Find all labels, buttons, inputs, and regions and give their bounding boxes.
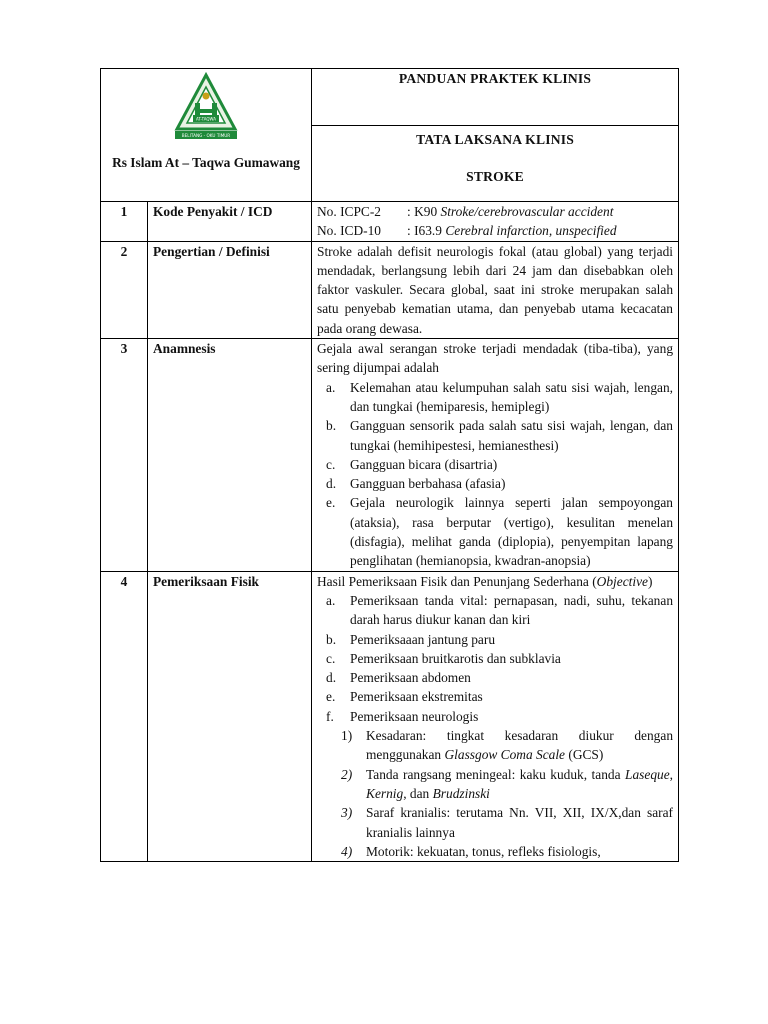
svg-text:BELITANG - OKU TIMUR: BELITANG - OKU TIMUR: [181, 133, 231, 138]
document-subtitle-cell: [312, 126, 679, 202]
list-item: e. Pemeriksaan ekstremitas: [326, 689, 483, 705]
svg-text:AT-TAQWA: AT-TAQWA: [196, 116, 216, 122]
list-item: a. Kelemahan atau kelumpuhan salah satu sisi wajah, lengan, dan tungkai (hemiparesis, hemiplegi): [326, 379, 674, 414]
row-label: Pemeriksaan Fisik: [148, 571, 312, 861]
row-number: 3: [101, 339, 148, 572]
table-row: [101, 241, 679, 338]
list-item: e. Gejala neurologik lainnya seperti jalan sempoyongan (ataksia), rasa berputar (vertigo), kesulitan menelan (disfagia), melihat ganda (diplopia), penyempitan lapang penglihatan (hemianopsia, kwadran-anopsia): [326, 495, 674, 569]
row-label: Anamnesis: [148, 339, 312, 572]
list-item: c. Pemeriksaan bruitkarotis dan subklavia: [326, 650, 561, 666]
table-row: [101, 202, 679, 242]
neuro-exam-list: [317, 726, 673, 861]
list-item: d. Pemeriksaan abdomen: [326, 670, 471, 686]
list-item: 2) Tanda rangsang meningeal: kaku kuduk, tanda Laseque, Kernig, dan Brudzinski: [341, 766, 674, 801]
hospital-logo-icon: [167, 69, 245, 147]
row-number: 2: [101, 241, 148, 338]
anamnesis-cell: [312, 339, 679, 572]
list-item: b. Pemeriksaaan jantung paru: [326, 631, 496, 647]
clinical-practice-table: [100, 68, 679, 862]
anamnesis-intro: Gejala awal serangan stroke terjadi mendadak (tiba-tiba), yang sering dijumpai adalah: [317, 341, 674, 376]
physical-exam-intro: Hasil Pemeriksaan Fisik dan Penunjang Sederhana (Objective): [317, 573, 653, 589]
subtitle-tata-laksana: TATA LAKSANA KLINIS: [416, 132, 574, 147]
physical-exam-cell: [312, 571, 679, 861]
icd-codes-cell: [312, 202, 679, 242]
definition-text: Stroke adalah defisit neurologis fokal (atau global) yang terjadi mendadak, berlangsung lebih dari 24 jam dan disebabkan oleh faktor vaskuler. Secara global, saat ini stroke merupakan salah satu penyebab kematian utama, dan penyebab utama kecacatan pada orang dewasa.: [312, 241, 679, 338]
icpc-code-line: No. ICPC-2 : K90 Stroke/cerebrovascular accident: [317, 204, 614, 219]
row-label: Kode Penyakit / ICD: [148, 202, 312, 242]
table-row: [101, 339, 679, 572]
row-number: 4: [101, 571, 148, 861]
document-title: PANDUAN PRAKTEK KLINIS: [312, 69, 679, 126]
list-item: 3) Saraf kranialis: terutama Nn. VII, XII, IX/X,dan saraf kranialis lainnya: [341, 805, 674, 840]
subtitle-stroke: STROKE: [466, 169, 524, 185]
row-number: 1: [101, 202, 148, 242]
list-item: d. Gangguan berbahasa (afasia): [326, 476, 506, 492]
symptom-list: [317, 378, 673, 571]
hospital-cell: [101, 69, 312, 202]
list-item: c. Gangguan bicara (disartria): [326, 456, 498, 472]
list-item: 4) Motorik: kekuatan, tonus, refleks fisiologis,: [341, 843, 601, 859]
list-item: 1) Kesadaran: tingkat kesadaran diukur dengan menggunakan Glassgow Coma Scale (GCS): [341, 728, 674, 763]
row-label: Pengertian / Definisi: [148, 241, 312, 338]
table-row: [101, 571, 679, 861]
exam-list: [317, 591, 673, 726]
icd10-code-line: No. ICD-10 : I63.9 Cerebral infarction, unspecified: [317, 223, 617, 239]
list-item: f. Pemeriksaan neurologis: [326, 708, 479, 724]
list-item: a. Pemeriksaan tanda vital: pernapasan, nadi, suhu, tekanan darah harus diukur kanan dan kiri: [326, 592, 674, 628]
hospital-name: Rs Islam At – Taqwa Gumawang: [112, 155, 300, 170]
list-item: b. Gangguan sensorik pada salah satu sisi wajah, lengan, dan tungkai (hemihipestesi, hemianesthesi): [326, 418, 674, 453]
